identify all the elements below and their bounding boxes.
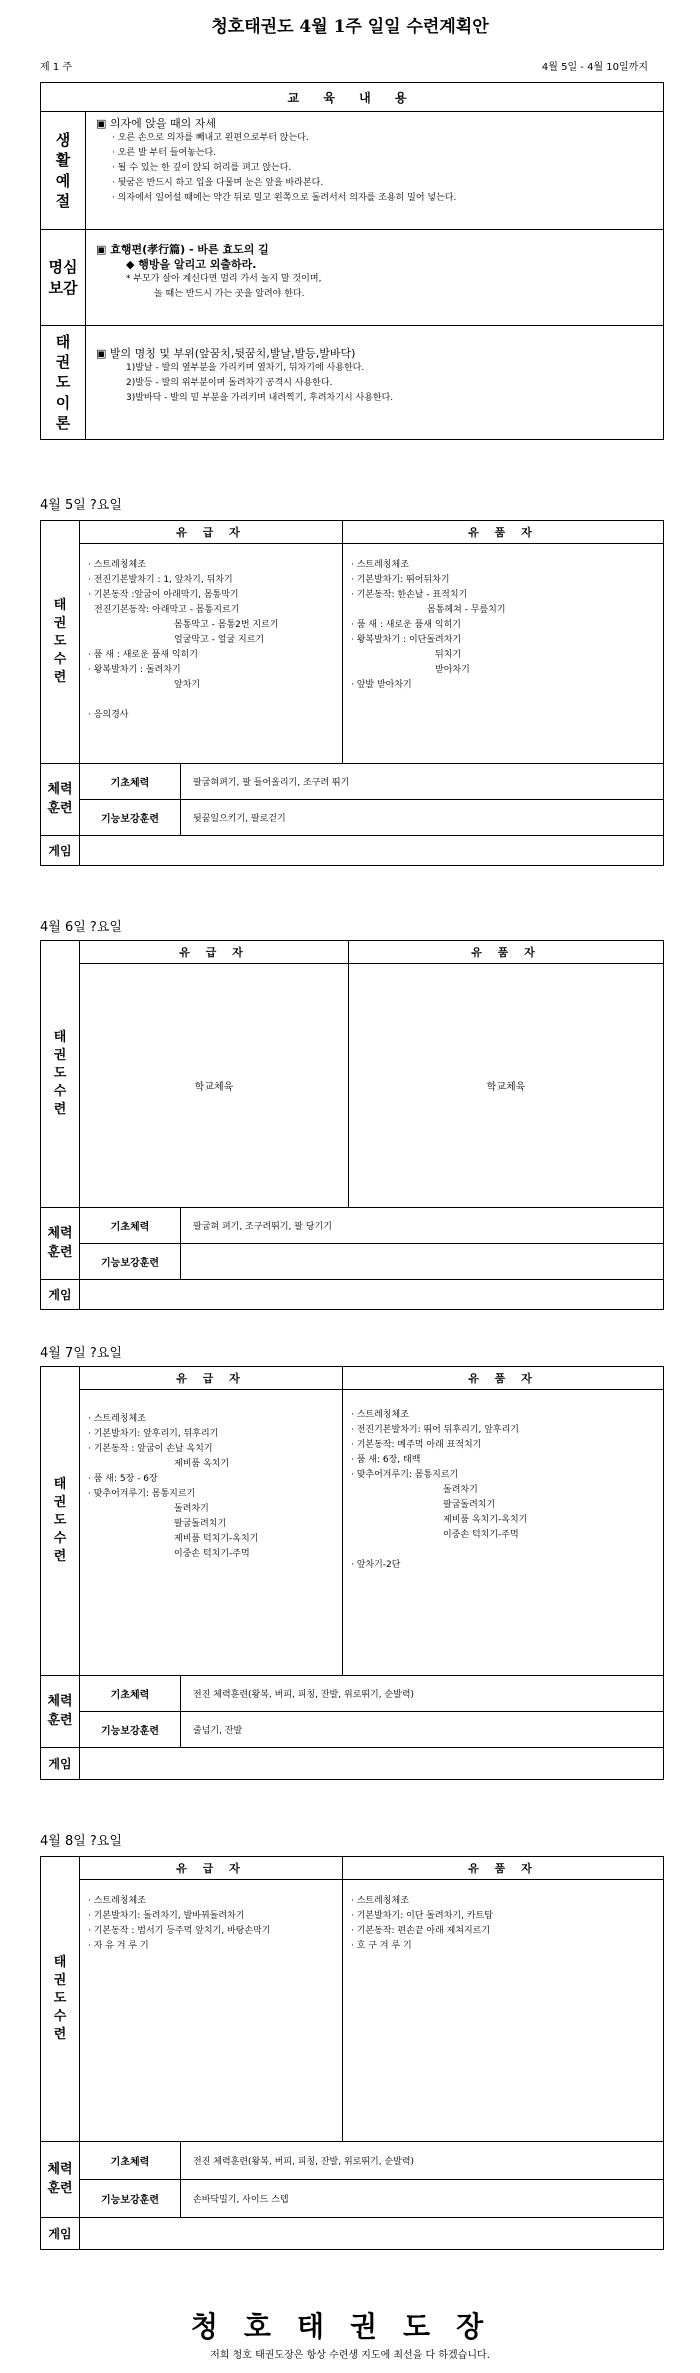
label-char: 생 <box>55 131 71 149</box>
school-slogan: 저희 청호 태권도장은 항상 수련생 지도에 최선을 다 하겠습니다. <box>210 2350 490 2361</box>
label-word: 체력 <box>47 782 73 798</box>
game-value <box>80 1748 664 1780</box>
section-content-theory <box>86 326 664 440</box>
kup-training-cell <box>80 1880 343 2142</box>
training-line: · 기본동작: 메주먹 아래 표적치기 <box>351 1440 482 1450</box>
training-line: 팔굽돌려치기 <box>174 1519 227 1529</box>
label-char: 수 <box>53 2009 67 2025</box>
label-char: 권 <box>53 1047 67 1063</box>
label-char: 태 <box>53 597 67 613</box>
section-label-theory <box>41 326 86 440</box>
training-line: · 스트레칭체조 <box>351 560 409 570</box>
label-char: 이 <box>55 393 71 412</box>
training-line: · 전진기본발차기: 뛰어 뒤후리기, 앞후리기 <box>351 1425 519 1435</box>
training-line: · 앞차기-2단 <box>351 1560 401 1570</box>
label-char: 태 <box>53 1954 67 1970</box>
section-heading: ▣ 의자에 앉을 때의 자세 <box>96 116 653 131</box>
content-line: * 부모가 살아 계신다면 멀리 가서 놀지 말 것이며, <box>126 274 322 284</box>
training-line: 받아차기 <box>435 665 470 675</box>
training-line: 얼굴막고 - 얼굴 지르기 <box>174 635 265 645</box>
training-line: · 품 새: 5장 - 6장 <box>88 1474 158 1484</box>
basic-fitness-value: 팔굽혀펴기, 팔 들어올리기, 조구려 뛰기 <box>181 764 664 800</box>
training-line <box>351 1543 657 1558</box>
training-label <box>41 1857 80 2142</box>
training-line: · 왕복발차기 : 이단돌려차기 <box>351 635 462 645</box>
training-line: 제비품 턱치기-옥치기 <box>174 1534 259 1544</box>
training-line: · 기본동작 : 범서기 등주먹 앞치기, 바탕손막기 <box>88 1926 271 1936</box>
basic-fitness-value: 팔굽혀 펴기, 조구려뛰기, 팔 당기기 <box>181 1208 664 1244</box>
section-heading: ▣ 효행편(孝行篇) - 바른 효도의 길 <box>96 242 653 257</box>
training-line: 돌려차기 <box>443 1485 478 1495</box>
training-line: · 기본동작: 한손날 - 표적치기 <box>351 590 468 600</box>
training-line: · 전진기본발차기 : 1, 앞차기, 뒤차기 <box>88 575 233 585</box>
training-line: · 스트레칭체조 <box>88 1414 146 1424</box>
label-char: 태 <box>53 1029 67 1045</box>
dan-training-cell <box>343 544 664 764</box>
training-line: · 스트레칭체조 <box>88 560 146 570</box>
training-line: 이중손 턱치기-주먹 <box>174 1549 250 1559</box>
content-line: · 될 수 있는 한 깊이 앉되 허리를 펴고 앉는다. <box>112 163 292 173</box>
game-value <box>80 2218 664 2250</box>
functional-training-label: 기능보강훈련 <box>80 1244 181 1280</box>
training-line: · 기본발차기: 앞후리기, 뒤후리기 <box>88 1429 219 1439</box>
label-char: 련 <box>53 670 67 686</box>
education-table <box>40 82 664 440</box>
game-value <box>80 1280 664 1310</box>
label-word: 체력 <box>47 2162 73 2178</box>
training-line: · 기본동작 : 앞굽이 손날 옥치기 <box>88 1444 213 1454</box>
label-char: 수 <box>53 652 67 668</box>
school-name: 청호태권도장 <box>190 2310 510 2343</box>
training-line: · 앞발 받아차기 <box>351 680 412 690</box>
content-line: 1)발날 - 발의 옆부분을 가리키며 옆차기, 뒤차기에 사용한다. <box>126 363 365 373</box>
section-label-etiquette <box>41 112 86 230</box>
basic-fitness-label: 기초체력 <box>80 1208 181 1244</box>
day-table <box>40 1856 664 2250</box>
training-line: 제비품 옥치기 <box>174 1459 230 1469</box>
label-word: 훈련 <box>47 1244 73 1260</box>
label-char: 절 <box>55 191 71 210</box>
day-label: 4월 6일 ?요일 <box>40 920 122 935</box>
fitness-label <box>41 764 80 836</box>
label-char: 련 <box>53 2027 67 2043</box>
training-line: · 왕복발차기 : 돌려차기 <box>88 665 181 675</box>
section-content-proverbs <box>86 230 664 326</box>
label-char: 도 <box>53 1512 67 1528</box>
fitness-label <box>41 1208 80 1280</box>
label-char: 도 <box>53 1065 67 1081</box>
training-line: 돌려차기 <box>174 1504 209 1514</box>
day-label: 4월 8일 ?요일 <box>40 1834 122 1849</box>
game-label: 게임 <box>41 2218 80 2250</box>
training-line: · 기본발차기: 이단 돌려차기, 카트탑 <box>351 1911 493 1921</box>
label-word: 체력 <box>47 1694 73 1710</box>
game-label: 게임 <box>41 1748 80 1780</box>
label-char: 태 <box>55 332 71 351</box>
content-line: · 오른 발 부터 들여놓는다. <box>112 148 217 158</box>
page-title: 청호태권도 4월 1주 일일 수련계획안 <box>211 17 489 37</box>
label-char: 보감 <box>48 278 78 297</box>
section-label-proverbs <box>41 230 86 326</box>
basic-fitness-value: 전진 체력훈련(왕복, 버피, 피칭, 잔발, 위로뛰기, 순발력) <box>181 2142 664 2180</box>
column-header-kup: 유 급 자 <box>80 941 349 964</box>
training-line: · 품 새: 6장, 태백 <box>351 1455 421 1465</box>
fitness-label <box>41 1676 80 1748</box>
training-line: 이중손 턱치기-주먹 <box>443 1530 519 1540</box>
day-label: 4월 5일 ?요일 <box>40 498 122 513</box>
functional-training-label: 기능보강훈련 <box>80 800 181 836</box>
date-range: 4월 5일 - 4월 10일까지 <box>541 62 648 73</box>
training-line: · 품 새 : 새로운 품새 익히기 <box>88 650 198 660</box>
day-table <box>40 520 664 866</box>
label-word: 체력 <box>47 1226 73 1242</box>
label-char: 명심 <box>48 258 78 277</box>
training-line: · 스트레칭체조 <box>351 1896 409 1906</box>
label-word: 훈련 <box>47 800 73 816</box>
training-line: 전진기본동작: 아래막고 - 몸통지르기 <box>94 605 240 615</box>
training-line: 제비품 옥치기-옥치기 <box>443 1515 528 1525</box>
day-table <box>40 940 664 1310</box>
training-line: · 기본동작: 편손끝 아래 제쳐지르기 <box>351 1926 491 1936</box>
training-line: · 품 새 : 새로운 품새 익히기 <box>351 620 461 630</box>
label-char: 권 <box>53 615 67 631</box>
column-header-dan: 유 품 자 <box>343 1857 664 1880</box>
content-line: · 오른 손으로 의자를 빼내고 왼편으로부터 앉는다. <box>112 133 309 143</box>
basic-fitness-value: 전진 체력훈련(왕복, 버피, 피칭, 잔발, 위로뛰기, 순발력) <box>181 1676 664 1712</box>
basic-fitness-label: 기초체력 <box>80 764 181 800</box>
column-header-dan: 유 품 자 <box>343 1367 664 1390</box>
functional-training-value: 손바닥밀기, 사이드 스텝 <box>181 2180 664 2218</box>
section-heading: ▣ 발의 명칭 및 부위(앞꿈치,뒷꿈치,발날,발등,발바닥) <box>96 346 653 361</box>
training-line: · 맞추어겨루기: 몸통지르기 <box>88 1489 196 1499</box>
education-header: 교 육 내 용 <box>41 83 664 112</box>
training-line: · 스트레칭체조 <box>88 1896 146 1906</box>
functional-training-label: 기능보강훈련 <box>80 1712 181 1748</box>
basic-fitness-label: 기초체력 <box>80 2142 181 2180</box>
kup-training-cell: 학교체육 <box>80 964 349 1208</box>
label-word: 훈련 <box>47 2180 73 2196</box>
column-header-dan: 유 품 자 <box>343 521 664 544</box>
game-label: 게임 <box>41 1280 80 1310</box>
functional-training-value: 뒷꿈일으키기, 팔로걷기 <box>181 800 664 836</box>
column-header-dan: 유 품 자 <box>349 941 664 964</box>
training-line: · 호 구 겨 루 기 <box>351 1941 412 1951</box>
label-char: 활 <box>55 151 71 170</box>
training-line: 몸통헤쳐 - 무릎치기 <box>427 605 506 615</box>
label-char: 태 <box>53 1476 67 1492</box>
label-char: 수 <box>53 1531 67 1547</box>
kup-training-cell <box>80 544 343 764</box>
section-subheading: ◆ 행방을 알리고 외출하라. <box>126 258 257 271</box>
training-line: · 응의경사 <box>88 710 129 720</box>
training-line: · 자 유 겨 루 기 <box>88 1941 149 1951</box>
training-line: 몸통막고 - 몸통2번 지르기 <box>174 620 279 630</box>
section-content-etiquette <box>86 112 664 230</box>
label-char: 수 <box>53 1084 67 1100</box>
training-label <box>41 1367 80 1676</box>
training-line: · 스트레칭체조 <box>351 1410 409 1420</box>
label-char: 권 <box>53 1494 67 1510</box>
label-char: 도 <box>55 373 71 392</box>
label-char: 련 <box>53 1549 67 1565</box>
training-line: 앞차기 <box>174 680 201 690</box>
functional-training-value: 줄넘기, 잔발 <box>181 1712 664 1748</box>
content-line: 놀 때는 반드시 가는 곳을 알려야 한다. <box>154 289 305 299</box>
functional-training-value <box>181 1244 664 1280</box>
content-line: · 뒷굼은 반드시 하고 입을 다물며 눈은 앞을 바라본다. <box>112 178 324 188</box>
training-line: 뒤치기 <box>435 650 462 660</box>
training-line: · 기본발차기: 돌려차기, 발바꿔돌려차기 <box>88 1911 245 1921</box>
training-line: · 기본발차기: 뛰어뒤차기 <box>351 575 450 585</box>
label-char: 도 <box>53 633 67 649</box>
training-line: · 맞추어겨루기: 몸통지르기 <box>351 1470 459 1480</box>
label-word: 훈련 <box>47 1712 73 1728</box>
column-header-kup: 유 급 자 <box>80 1367 343 1390</box>
column-header-kup: 유 급 자 <box>80 1857 343 1880</box>
fitness-label <box>41 2142 80 2218</box>
content-line: 2)발등 - 발의 위부분이며 돌려차기 공격시 사용한다. <box>126 378 333 388</box>
training-label <box>41 521 80 764</box>
basic-fitness-label: 기초체력 <box>80 1676 181 1712</box>
dan-training-cell: 학교체육 <box>349 964 664 1208</box>
training-line: 팔굽돌려치기 <box>443 1500 496 1510</box>
training-label <box>41 941 80 1208</box>
content-line: 3)발바닥 - 발의 밑 부분을 가리키며 내려찍기, 후려차기시 사용한다. <box>126 393 394 403</box>
content-line: · 의자에서 일어설 때에는 약간 뒤로 밀고 왼쪽으로 돌려서서 의자를 조용히 밀어 넣는다. <box>112 193 457 203</box>
training-line: · 기본동작 :앞굽이 아래막기, 몸통막기 <box>88 590 239 600</box>
game-value <box>80 836 664 866</box>
dan-training-cell <box>343 1390 664 1676</box>
day-label: 4월 7일 ?요일 <box>40 1346 122 1361</box>
functional-training-label: 기능보강훈련 <box>80 2180 181 2218</box>
label-char: 론 <box>55 413 71 432</box>
kup-training-cell <box>80 1390 343 1676</box>
label-char: 도 <box>53 1990 67 2006</box>
game-label: 게임 <box>41 836 80 866</box>
dan-training-cell <box>343 1880 664 2142</box>
label-char: 련 <box>53 1102 67 1118</box>
label-char: 권 <box>55 353 71 372</box>
week-label: 제 1 주 <box>40 62 73 73</box>
label-char: 권 <box>53 1972 67 1988</box>
label-char: 예 <box>55 171 71 190</box>
training-line <box>88 693 336 708</box>
column-header-kup: 유 급 자 <box>80 521 343 544</box>
day-table <box>40 1366 664 1780</box>
